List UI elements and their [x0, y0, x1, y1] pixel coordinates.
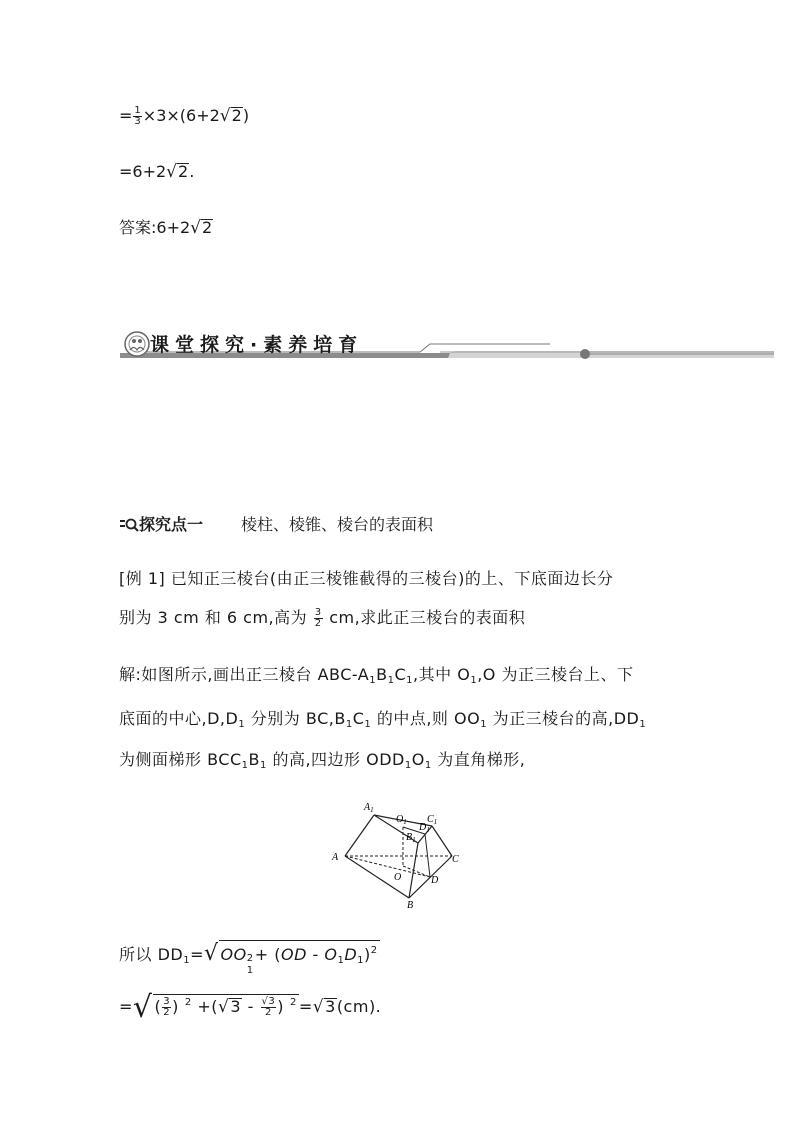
exploration-point-heading [119, 512, 434, 535]
text: 所以 DD [119, 945, 184, 964]
frustum-figure [330, 798, 470, 914]
text: 为侧面梯形 BCC [119, 750, 242, 769]
text: =6+2 [119, 162, 167, 181]
text: O [411, 750, 425, 769]
text: = [119, 106, 133, 125]
fraction-denominator: 3 [134, 116, 141, 127]
solution-line-2 [119, 709, 646, 735]
text: 分别为 BC,B [245, 709, 346, 728]
superscript: 2 [184, 997, 192, 1008]
text: 为直角梯形, [431, 750, 526, 769]
superscript: 2 [290, 997, 297, 1008]
text: - [306, 945, 325, 964]
height-fraction [314, 608, 323, 629]
radical-sign: √ [218, 997, 230, 1017]
solution-line-3 [119, 750, 525, 776]
radicand: 2 [178, 162, 189, 181]
radicand: 2 [202, 218, 213, 237]
radicand: 3 [230, 997, 242, 1016]
superscript: 2 [246, 953, 254, 964]
radical-sign: √ [204, 941, 219, 966]
term: O [324, 945, 338, 964]
subscript: 1 [345, 719, 353, 730]
term: OO [220, 945, 247, 964]
text: C [352, 709, 365, 728]
label-A1: $A_1$ [364, 802, 374, 814]
text: ,O 为正三棱台上、下 [477, 665, 634, 684]
fraction-numerator: 1 [134, 105, 141, 116]
edge [345, 815, 374, 856]
subscript: 1 [238, 719, 246, 730]
fraction-denominator: 2 [163, 1007, 171, 1018]
subscript: 1 [424, 760, 432, 771]
subscript: 1 [470, 675, 478, 686]
subscript: 1 [357, 955, 365, 966]
calc-line-1 [119, 106, 249, 127]
subscript: 1 [241, 760, 249, 771]
term: D [344, 945, 358, 964]
example-line-1: [例 1] 已知正三棱台(由正三棱锥截得的三棱台)的上、下底面边长分 [119, 569, 614, 588]
subscript: 1 [480, 719, 488, 730]
fraction [162, 997, 171, 1018]
text: = [119, 997, 133, 1016]
label-C: C [452, 854, 459, 865]
radicand: 2 [231, 106, 242, 125]
subscript: 1 [260, 760, 267, 771]
frustum-diagram [330, 798, 470, 910]
fraction-numerator: 3 [163, 996, 171, 1007]
label-B: B [407, 900, 414, 910]
section-banner [120, 326, 774, 362]
text: = [190, 945, 205, 964]
label-C1: $C_1$ [427, 814, 438, 826]
fraction-numerator: √3 [261, 996, 276, 1007]
label-O1: $O_1$ [396, 814, 407, 826]
label-O: O [394, 872, 402, 883]
subscript: 1 [364, 719, 372, 730]
text: +( [197, 997, 219, 1016]
text: 解:如图所示,画出正三棱台 ABC-A [119, 665, 370, 684]
hidden-edge [345, 856, 430, 877]
fraction-numerator: 3 [314, 607, 322, 618]
fraction [133, 106, 141, 127]
formula-line-2 [119, 990, 382, 1025]
text: B [248, 750, 260, 769]
label-D1: $D_1$ [419, 822, 430, 834]
subscript: 1 [404, 760, 412, 771]
answer-label: 答案:6+2 [119, 218, 191, 237]
answer-line [119, 218, 213, 238]
subscript: 1 [369, 675, 377, 686]
term: OD [280, 945, 307, 964]
text: (cm). [336, 997, 382, 1016]
subscript: 1 [337, 955, 345, 966]
subscript: 1 [406, 675, 414, 686]
text: + ( [254, 945, 281, 964]
magnifier-people-icon [122, 328, 152, 360]
text: ×3×(6+2 [142, 106, 220, 125]
fraction-denominator: 2 [314, 618, 322, 629]
calc-line-2 [119, 162, 194, 182]
solution-line-1 [119, 665, 633, 691]
text: C [394, 665, 407, 684]
example-line-2 [119, 608, 525, 629]
text: 别为 3 cm 和 6 cm,高为 [119, 608, 308, 627]
text: . [189, 162, 195, 181]
radicand [219, 940, 380, 976]
edge [432, 826, 452, 856]
radical-sign: √ [312, 997, 325, 1017]
point-topic: 棱柱、棱锥、棱台的表面积 [241, 515, 434, 534]
text: = [298, 997, 313, 1016]
radicand: 3 [325, 997, 336, 1016]
superscript: 2 [370, 945, 378, 956]
radical-sign: √ [132, 990, 153, 1025]
formula-line-1 [119, 940, 380, 976]
section-title: 课堂探究·素养培育 [150, 334, 364, 356]
hidden-edge [403, 866, 430, 877]
radical-sign: √ [219, 106, 231, 126]
text: 底面的中心,D,D [119, 709, 239, 728]
radical-sign: √ [190, 218, 202, 238]
label-D: D [431, 875, 439, 886]
subscript: 1 [183, 955, 191, 966]
text: ) [364, 945, 371, 964]
label-B1: $B_1$ [406, 832, 416, 844]
radicand: ( $\frac{3}{2}$ ) $^2$ +(√3 - $\frac{√3}{2}$ ) $^2$ [154, 996, 297, 1018]
label-A: A [332, 852, 339, 863]
fraction-denominator: 2 [264, 1007, 272, 1018]
radical-sign: √ [166, 162, 178, 182]
text: ) [242, 106, 250, 125]
text: 为正三棱台的高,DD [487, 709, 640, 728]
subscript: 1 [246, 965, 254, 976]
subscript: 1 [639, 719, 647, 730]
text: cm,求此正三棱台的表面积 [329, 608, 526, 627]
magnifier-icon [119, 516, 139, 532]
text: 的中点,则 OO [371, 709, 481, 728]
text: B [376, 665, 388, 684]
text: - [242, 997, 260, 1016]
text: ,其中 O [413, 665, 471, 684]
subscript: 1 [387, 675, 395, 686]
point-label: 探究点一 [139, 515, 204, 534]
text: ) [277, 997, 284, 1016]
text: 的高,四边形 ODD [266, 750, 405, 769]
fraction [261, 997, 277, 1018]
